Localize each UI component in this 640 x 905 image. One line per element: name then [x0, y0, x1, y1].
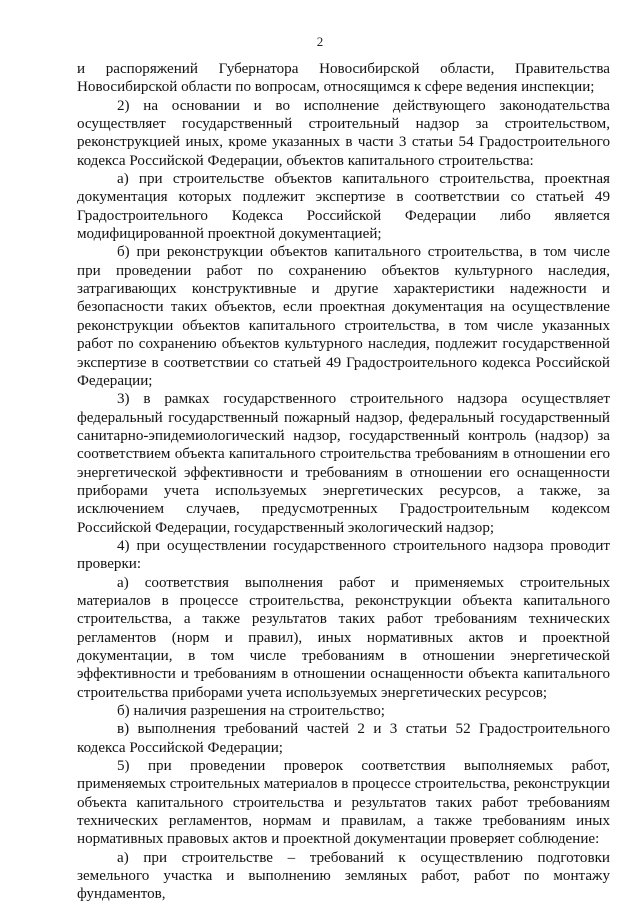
document-body	[77, 60, 610, 904]
paragraph-item-4c: в) выполнения требований частей 2 и 3 статьи 52 Градостроительного кодекса Российской Федерации;	[77, 721, 610, 756]
paragraph-item-2b: б) при реконструкции объектов капитального строительства, в том числе при проведении работ по сохранению объектов культурного наследия, затрагивающих конструктивные и другие характеристики надежности и безопасности таких объектов, если проектная документация на осуществление реконструкции объектов капитального строительства, в том числе указанных работ по сохранению объектов культурного наследия, подлежит государственной экспертизе в соответствии со статьей 49 Градостроительного кодекса Российской Федерации;	[77, 244, 610, 389]
paragraph-item-4: 4) при осуществлении государственного строительного надзора проводит проверки:	[77, 537, 610, 573]
paragraph-item-2a: а) при строительстве объектов капитального строительства, проектная документация которых подлежит экспертизе в соответствии со статьей 49 Градостроительного Кодекса Российской Федерации либо является модифицированной проектной документацией;	[77, 171, 610, 243]
page-number: 2	[316, 34, 324, 49]
paragraph-item-5: 5) при проведении проверок соответствия выполняемых работ, применяемых строительных материалов в процессе строительства, реконструкции объекта капитального строительства и результатов таких работ требованиям технических регламентов, нормам и правилам, а также требованиям иных нормативных правовых актов и проектной документации проверяет соблюдение:	[77, 758, 610, 848]
paragraph-item-5a: а) при строительстве – требований к осуществлению подготовки земельного участка и выполнению земляных работ, работ по монтажу фундаментов,	[77, 849, 610, 903]
paragraph-item-3: 3) в рамках государственного строительного надзора осуществляет федеральный государственный пожарный надзор, федеральный государственный санитарно-эпидемиологический надзор, государственный контроль (надзор) за соответствием объекта капитального строительства требованиям в отношении его энергетической эффективности и требованиям в отношении его оснащенности приборами учета используемых энергетических ресурсов, а также, за исключением случаев, предусмотренных Градостроительным кодексом Российской Федерации, государственный экологический надзор;	[77, 391, 610, 536]
paragraph-item-4a: а) соответствия выполнения работ и применяемых строительных материалов в процессе строительства, реконструкции объекта капитального строительства, а также результатов таких работ требованиям технических регламентов (норм и правил), иных нормативных актов и проектной документации, в том числе требованиям в отношении энергетической эффективности и требованиям в отношении оснащенности объекта капитального строительства приборами учета используемых энергетических ресурсов;	[77, 574, 610, 701]
paragraph-item-4b: б) наличия разрешения на строительство;	[117, 703, 386, 720]
paragraph-continuation: и распоряжений Губернатора Новосибирской области, Правительства Новосибирской области по вопросам, относящимся к сфере ведения инспекции;	[77, 61, 610, 96]
paragraph-item-2: 2) на основании и во исполнение действующего законодательства осуществляет государственный строительный надзор за строительством, реконструкцией иных, кроме указанных в части 3 статьи 54 Градостроительного кодекса Российской Федерации, объектов капитального строительства:	[77, 97, 610, 169]
